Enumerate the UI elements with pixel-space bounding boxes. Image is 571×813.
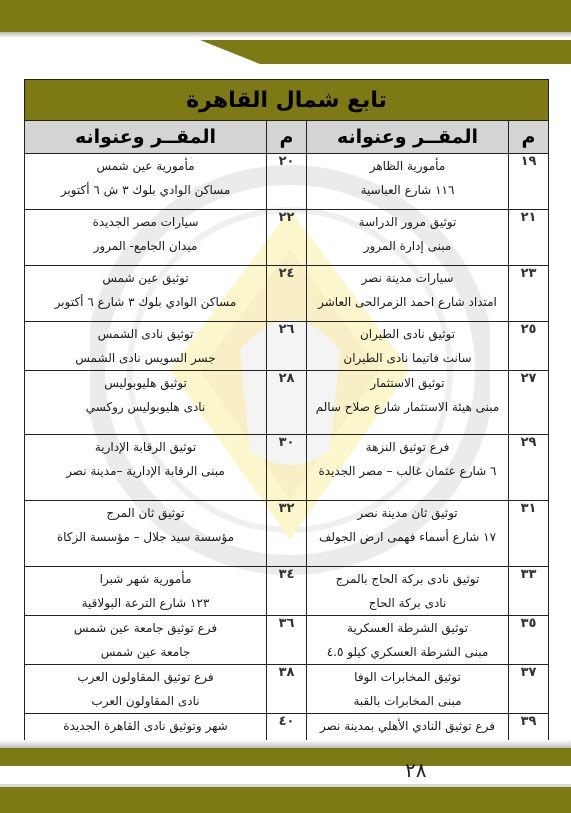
entry-number: ٣٦ [267, 616, 307, 665]
header-number-left: م [267, 121, 307, 154]
entry-number: ٢٨ [267, 371, 307, 435]
bottom-band [0, 748, 571, 766]
office-address: نادى المقاولون العرب [91, 694, 200, 708]
entry-number: ٣٢ [267, 501, 307, 567]
office-name: توثيق ثان مدينة نصر [357, 506, 458, 520]
footer-band [0, 787, 571, 813]
office-name: فرع توثيق النادي الأهلي بمدينة نصر [320, 719, 495, 733]
office-address: امتداد شارع احمد الزمرالحى العاشر [318, 295, 497, 309]
office-address: جسر السويس نادى الشمس [75, 351, 216, 365]
office-name: توثيق هليوبوليس [104, 376, 187, 390]
office-name: مأمورية عين شمس [96, 159, 195, 173]
table-row [25, 435, 549, 501]
entry-number: ٢٧ [509, 371, 549, 435]
office-name: مأمورية الظاهر [369, 159, 446, 173]
office-name: فرع توثيق النزهة [365, 440, 450, 454]
entry-number: ٢٩ [509, 435, 549, 501]
office-address: مبنى الشرطة العسكري كيلو ٤.٥ [326, 645, 489, 659]
office-address: مبنى المخابرات بالقبة [353, 694, 462, 708]
office-address-cell [307, 435, 509, 501]
office-name: فرع توثيق جامعة عين شمس [73, 621, 218, 635]
office-address-cell [25, 435, 267, 501]
table-title: تابع شمال القاهرة [25, 80, 549, 121]
office-address: ١٢٣ شارع الترعة البولاقية [81, 596, 210, 610]
office-address: مبنى هيئة الاستثمار شارع صلاح سالم [315, 400, 500, 414]
table-row [25, 154, 549, 210]
entry-number: ٣٤ [267, 567, 307, 616]
table-row [25, 210, 549, 266]
entry-number: ٤٠ [267, 714, 307, 763]
office-name: توثيق الشرطة العسكرية [347, 621, 468, 635]
table-row [25, 665, 549, 714]
office-address: ١١٦ شارع العباسية [360, 183, 455, 197]
office-name: توثيق نادى الشمس [97, 327, 194, 341]
office-name: توثيق نادى بركة الحاج بالمرج [335, 572, 480, 586]
office-name: توثيق الرقابة الإدارية [94, 440, 197, 454]
office-address: نادى هليوبوليس روكسي [85, 400, 206, 414]
table-row [25, 322, 549, 371]
entry-number: ٣٠ [267, 435, 307, 501]
office-address-cell [25, 371, 267, 435]
office-name: توثيق مرور الدراسة [358, 215, 457, 229]
table-row [25, 501, 549, 567]
office-address-cell [25, 665, 267, 714]
entry-number: ٣٥ [509, 616, 549, 665]
entry-number: ٢٤ [267, 266, 307, 322]
header-address-right: المقــر وعنوانه [307, 121, 509, 154]
entry-number: ٢٢ [267, 210, 307, 266]
office-name: مأمورية شهر شبرا [99, 572, 192, 586]
entry-number: ٣٧ [509, 665, 549, 714]
office-address-cell [307, 154, 509, 210]
top-band [0, 0, 571, 32]
entry-number: ٢١ [509, 210, 549, 266]
office-address-cell [25, 616, 267, 665]
entry-number: ٢٥ [509, 322, 549, 371]
office-address-cell [307, 501, 509, 567]
table-row [25, 266, 549, 322]
header-wedge-decoration [200, 40, 571, 64]
office-name: سيارات مدينة نصر [361, 271, 454, 285]
office-address-cell [307, 210, 509, 266]
office-name: شهر وتوثيق نادى القاهرة الجديدة [63, 719, 228, 733]
office-name: توثيق ثان المرج [106, 506, 185, 520]
office-address: مؤسسة سيد جلال – مؤسسة الزكاة [56, 530, 235, 544]
office-address-cell [307, 266, 509, 322]
office-address: سانت فاتيما نادى الطيران [343, 351, 472, 365]
office-address: مساكن الوادي بلوك ٣ شارع ٦ أكتوبر [54, 295, 237, 309]
office-address: نادى بركة الحاج [368, 596, 447, 610]
office-address-cell [25, 154, 267, 210]
office-address-cell [25, 322, 267, 371]
office-name: توثيق نادى الطيران [359, 327, 456, 341]
office-name: توثيق عين شمس [102, 271, 189, 285]
office-address-cell [25, 567, 267, 616]
bottom-band-shadow [0, 740, 571, 748]
office-address-cell [25, 266, 267, 322]
office-address-cell [307, 322, 509, 371]
office-address: ٦ شارع عثمان غالب – مصر الجديدة [318, 464, 497, 478]
office-name: سيارات مصر الجديدة [92, 215, 199, 229]
entry-number: ٣١ [509, 501, 549, 567]
office-address: ميدان الجامع- المرور [93, 239, 198, 253]
office-address-cell [25, 501, 267, 567]
entry-number: ٣٨ [267, 665, 307, 714]
entry-number: ١٩ [509, 154, 549, 210]
top-band-shadow [0, 32, 571, 38]
office-address-cell [25, 210, 267, 266]
office-name: توثيق الاستثمار [370, 376, 445, 390]
header-number-right: م [509, 121, 549, 154]
office-address: مساكن الوادي بلوك ٣ ش ٦ أكتوبر [60, 183, 231, 197]
table-row [25, 371, 549, 435]
office-address-cell [307, 616, 509, 665]
office-address-cell [307, 665, 509, 714]
office-address-cell [307, 567, 509, 616]
office-address: جامعة عين شمس [100, 645, 191, 659]
table-row [25, 616, 549, 665]
office-name: فرع توثيق المقاولون العرب [77, 670, 214, 684]
page-number: ٢٨ [405, 758, 427, 782]
office-name: توثيق المخابرات الوفا [354, 670, 461, 684]
header-address-left: المقــر وعنوانه [25, 121, 267, 154]
entry-number: ٢٠ [267, 154, 307, 210]
office-address: مبنى إدارة المرور [363, 239, 452, 253]
offices-table [24, 79, 549, 763]
office-address: ١٧ شارع أسماء فهمى ارض الجولف [318, 530, 497, 544]
entry-number: ٣٣ [509, 567, 549, 616]
entry-number: ٢٦ [267, 322, 307, 371]
office-address: مبنى الرقابة الإدارية –مدينة نصر [66, 464, 225, 478]
entry-number: ٢٣ [509, 266, 549, 322]
entry-number: ٣٩ [509, 714, 549, 763]
office-address-cell [307, 371, 509, 435]
table-row [25, 567, 549, 616]
